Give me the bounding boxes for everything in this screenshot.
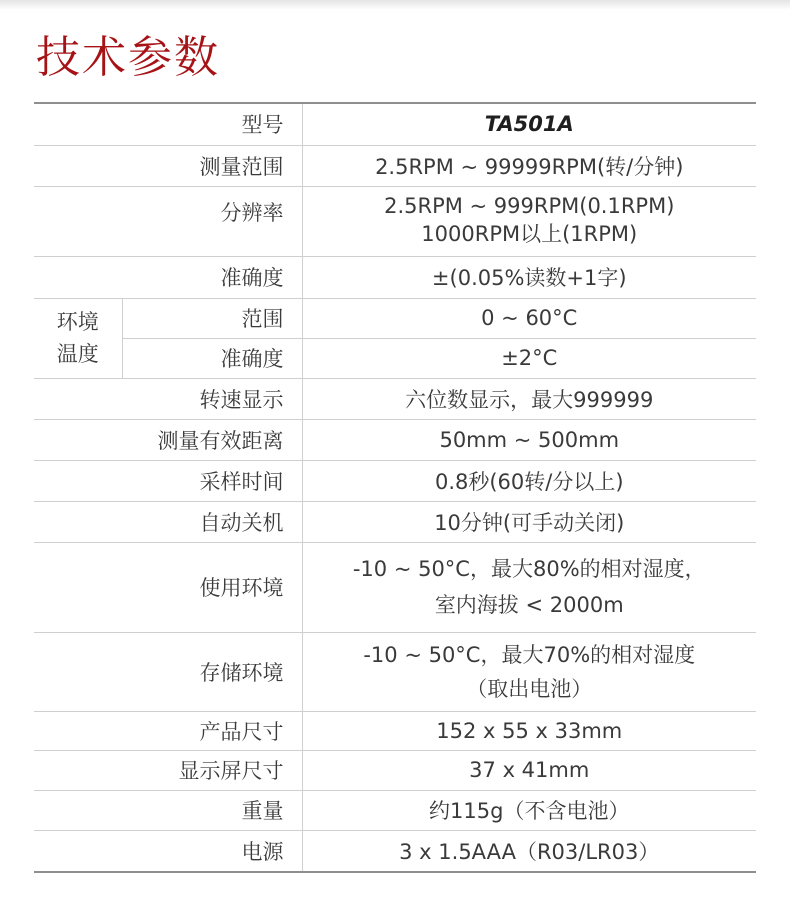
spec-label: 测量范围 [34,145,302,186]
spec-row [34,711,756,750]
spec-value: 3 x 1.5AAA（R03/LR03） [302,830,756,872]
spec-value [302,542,756,632]
spec-table [34,102,756,873]
spec-value-line: （取出电池） [466,676,593,701]
spec-value-line: -10 ~ 50°C，最大70%的相对湿度 [363,642,696,667]
spec-group-text: 环境温度 [56,310,99,366]
spec-value [302,186,756,256]
spec-value-line: 1000RPM以上(1RPM) [421,222,638,246]
spec-value: 37 x 41mm [302,750,756,790]
spec-value: 六位数显示，最大999999 [302,378,756,419]
spec-row [34,750,756,790]
spec-row [34,830,756,872]
spec-row [34,378,756,419]
spec-value-line: 2.5RPM ~ 999RPM(0.1RPM) [384,194,675,218]
spec-label: 准确度 [122,338,302,378]
spec-value [302,632,756,711]
spec-label: 型号 [34,103,302,145]
spec-label: 准确度 [34,256,302,298]
spec-row [34,186,756,256]
page-title: 技术参数 [36,32,220,83]
spec-value: 152 x 55 x 33mm [302,711,756,750]
spec-row [34,256,756,298]
spec-label: 采样时间 [34,460,302,501]
spec-value: TA501A [302,103,756,145]
spec-label: 转速显示 [34,378,302,419]
spec-row [34,298,756,338]
spec-row [34,790,756,830]
spec-value: 10分钟(可手动关闭) [302,501,756,542]
spec-label: 产品尺寸 [34,711,302,750]
spec-label: 电源 [34,830,302,872]
spec-label: 使用环境 [34,542,302,632]
spec-row [34,542,756,632]
spec-value: ±2°C [302,338,756,378]
spec-label: 分辨率 [34,186,302,256]
spec-group-label [34,298,122,378]
top-shadow [0,0,790,10]
spec-value: 0.8秒(60转/分以上) [302,460,756,501]
spec-row-model [34,103,756,145]
spec-label: 自动关机 [34,501,302,542]
spec-value: 约115g（不含电池） [302,790,756,830]
spec-value-line: 室内海拔 < 2000m [434,593,624,617]
spec-row [34,460,756,501]
spec-value: 0 ~ 60°C [302,298,756,338]
spec-value: ±(0.05%读数+1字) [302,256,756,298]
spec-label: 测量有效距离 [34,419,302,460]
spec-row [34,632,756,711]
spec-row [34,419,756,460]
spec-value: 2.5RPM ~ 99999RPM(转/分钟) [302,145,756,186]
spec-label: 存储环境 [34,632,302,711]
spec-value-line: -10 ~ 50°C，最大80%的相对湿度， [352,557,706,581]
spec-row [34,501,756,542]
spec-label: 显示屏尺寸 [34,750,302,790]
spec-label: 重量 [34,790,302,830]
spec-row [34,145,756,186]
spec-row [34,338,756,378]
spec-label: 范围 [122,298,302,338]
spec-value: 50mm ~ 500mm [302,419,756,460]
